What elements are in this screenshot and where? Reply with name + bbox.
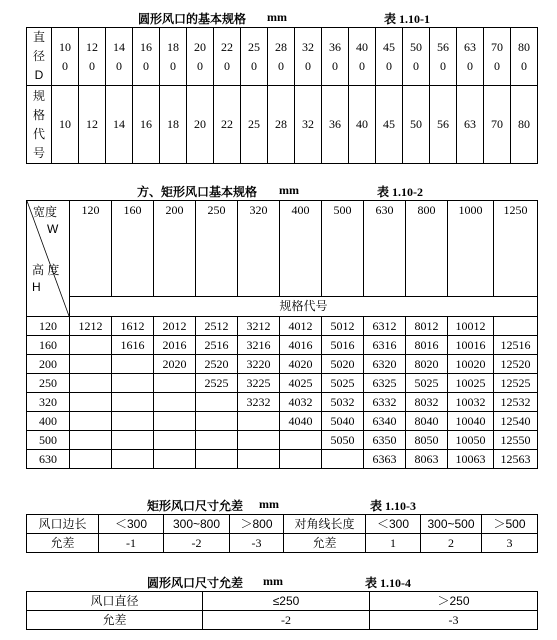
spec-code-cell: 12550 xyxy=(494,431,538,450)
table-row xyxy=(27,412,538,431)
spec-code-cell: 8050 xyxy=(406,431,448,450)
spec-code-cell xyxy=(154,412,196,431)
spec-code-cell: 12563 xyxy=(494,450,538,469)
spec-code-cell: 16 xyxy=(133,86,160,164)
table-row xyxy=(27,374,538,393)
spec-code-cell xyxy=(70,336,112,355)
diameter-cell: 36 0 xyxy=(322,28,349,86)
spec-code-cell: 5032 xyxy=(322,393,364,412)
spec-code-cell xyxy=(112,393,154,412)
height-symbol: H xyxy=(32,280,41,294)
spec-code-cell: 22 xyxy=(214,86,241,164)
diameter-cell: 25 0 xyxy=(241,28,268,86)
diameter-cell: 63 0 xyxy=(457,28,484,86)
spec-code-cell: 3225 xyxy=(238,374,280,393)
spec-code-cell: 50 xyxy=(403,86,430,164)
spec-code-cell: 6332 xyxy=(364,393,406,412)
width-symbol: W xyxy=(47,222,59,236)
spec-code-cell xyxy=(196,450,238,469)
spec-code-cell xyxy=(112,355,154,374)
round-tolerance-value-cell: -3 xyxy=(370,611,538,630)
width-header-cell: 320 xyxy=(238,201,280,297)
spec-code-cell: 5012 xyxy=(322,317,364,336)
height-cell: 120 xyxy=(27,317,70,336)
spec-code-cell: 5040 xyxy=(322,412,364,431)
code-row xyxy=(27,86,538,164)
diameter-cell: 14 0 xyxy=(106,28,133,86)
round-tolerance-header-cell: ≤250 xyxy=(203,592,370,611)
spec-code-cell: 5016 xyxy=(322,336,364,355)
spec-code-cell: 4012 xyxy=(280,317,322,336)
spec-code-cell: 12520 xyxy=(494,355,538,374)
spec-code-cell xyxy=(196,393,238,412)
table-row xyxy=(27,336,538,355)
height-cell: 160 xyxy=(27,336,70,355)
spec-code-cell: 25 xyxy=(241,86,268,164)
spec-code-cell xyxy=(154,450,196,469)
spec-code-cell: 3212 xyxy=(238,317,280,336)
diameter-cell: 50 0 xyxy=(403,28,430,86)
spec-code-cell: 1616 xyxy=(112,336,154,355)
round-tolerance-value-row xyxy=(27,611,538,630)
spec-code-cell: 4032 xyxy=(280,393,322,412)
height-cell: 320 xyxy=(27,393,70,412)
spec-code-cell xyxy=(112,374,154,393)
spec-code-cell: 32 xyxy=(295,86,322,164)
spec-code-cell: 12532 xyxy=(494,393,538,412)
table4-title: 圆形风口尺寸允差 xyxy=(147,576,244,590)
tolerance-value-cell: -1 xyxy=(99,534,164,553)
spec-code-cell: 4040 xyxy=(280,412,322,431)
spec-code-cell: 3220 xyxy=(238,355,280,374)
table1-unit: mm xyxy=(267,10,287,24)
spec-code-cell xyxy=(494,317,538,336)
width-header-cell: 250 xyxy=(196,201,238,297)
spec-code-cell: 2512 xyxy=(196,317,238,336)
spec-code-cell: 8020 xyxy=(406,355,448,374)
spec-code-cell xyxy=(154,393,196,412)
spec-code-cell: 10050 xyxy=(448,431,494,450)
code-header-row xyxy=(27,297,538,317)
code-label: 规 格 代 号 xyxy=(27,86,52,164)
diameter-cell: 32 0 xyxy=(295,28,322,86)
tolerance-value-cell: 允差 xyxy=(27,534,99,553)
diameter-label: 直 径 D xyxy=(27,28,52,86)
round-tolerance-value-cell: 允差 xyxy=(27,611,203,630)
spec-code-cell: 20 xyxy=(187,86,214,164)
table-row xyxy=(27,431,538,450)
spec-code-cell: 6350 xyxy=(364,431,406,450)
spec-code-cell xyxy=(322,450,364,469)
diameter-cell: 10 0 xyxy=(52,28,79,86)
diameter-cell: 12 0 xyxy=(79,28,106,86)
spec-code-cell: 56 xyxy=(430,86,457,164)
width-header-cell: 400 xyxy=(280,201,322,297)
spec-code-cell: 10032 xyxy=(448,393,494,412)
spec-code-cell xyxy=(70,412,112,431)
spec-code-cell: 8032 xyxy=(406,393,448,412)
table4-unit: mm xyxy=(263,574,283,588)
spec-code-cell: 8063 xyxy=(406,450,448,469)
table3-unit: mm xyxy=(259,497,279,511)
tolerance-value-cell: 2 xyxy=(421,534,482,553)
tolerance-value-cell: -2 xyxy=(164,534,230,553)
height-cell: 630 xyxy=(27,450,70,469)
spec-code-cell xyxy=(238,431,280,450)
table4-number: 表 1.10-4 xyxy=(365,576,411,590)
spec-code-cell: 2520 xyxy=(196,355,238,374)
spec-code-cell: 1212 xyxy=(70,317,112,336)
spec-code-cell xyxy=(112,431,154,450)
width-header-cell: 120 xyxy=(70,201,112,297)
round-tolerance-header-row xyxy=(27,592,538,611)
spec-code-cell: 6316 xyxy=(364,336,406,355)
table-row xyxy=(27,393,538,412)
table2-unit: mm xyxy=(279,183,299,197)
tolerance-header-cell: ＜300 xyxy=(366,515,421,534)
spec-code-cell xyxy=(196,431,238,450)
spec-code-cell: 14 xyxy=(106,86,133,164)
table-row xyxy=(27,355,538,374)
table2-title: 方、矩形风口基本规格 xyxy=(137,185,258,199)
width-header-cell: 500 xyxy=(322,201,364,297)
spec-code-cell: 10040 xyxy=(448,412,494,431)
diameter-cell: 45 0 xyxy=(376,28,403,86)
spec-code-cell: 6312 xyxy=(364,317,406,336)
spec-code-cell: 3232 xyxy=(238,393,280,412)
table-row xyxy=(27,317,538,336)
spec-code-cell xyxy=(70,374,112,393)
width-header-cell: 1250 xyxy=(494,201,538,297)
spec-code-cell: 2012 xyxy=(154,317,196,336)
tolerance-header-cell: 300~500 xyxy=(421,515,482,534)
tolerance-header-cell: 300~800 xyxy=(164,515,230,534)
spec-code-cell: 5025 xyxy=(406,374,448,393)
tolerance-header-cell: ＞500 xyxy=(482,515,538,534)
spec-code-cell: 10025 xyxy=(448,374,494,393)
diameter-cell: 28 0 xyxy=(268,28,295,86)
spec-code-cell: 10020 xyxy=(448,355,494,374)
height-cell: 200 xyxy=(27,355,70,374)
spec-code-cell: 12540 xyxy=(494,412,538,431)
height-cell: 250 xyxy=(27,374,70,393)
spec-code-cell: 2525 xyxy=(196,374,238,393)
table3-title: 矩形风口尺寸允差 xyxy=(147,499,244,513)
spec-code-cell: 28 xyxy=(268,86,295,164)
spec-code-cell: 5050 xyxy=(322,431,364,450)
spec-code-cell: 18 xyxy=(160,86,187,164)
tolerance-header-cell: ＜300 xyxy=(99,515,164,534)
spec-code-cell: 70 xyxy=(484,86,511,164)
tolerance-header-cell: 对角线长度 xyxy=(284,515,366,534)
spec-code-cell: 6340 xyxy=(364,412,406,431)
tolerance-value-cell: 1 xyxy=(366,534,421,553)
spec-code-cell: 2020 xyxy=(154,355,196,374)
tolerance-value-cell: 3 xyxy=(482,534,538,553)
spec-code-cell xyxy=(238,450,280,469)
height-cell: 400 xyxy=(27,412,70,431)
spec-code-cell xyxy=(70,450,112,469)
diameter-cell: 70 0 xyxy=(484,28,511,86)
spec-code-cell: 80 xyxy=(511,86,538,164)
spec-code-cell: 8012 xyxy=(406,317,448,336)
diameter-cell: 18 0 xyxy=(160,28,187,86)
spec-code-cell xyxy=(280,431,322,450)
diameter-cell: 80 0 xyxy=(511,28,538,86)
spec-code-cell: 10 xyxy=(52,86,79,164)
spec-code-cell: 6363 xyxy=(364,450,406,469)
tolerance-value-row xyxy=(27,534,538,553)
width-header-cell: 200 xyxy=(154,201,196,297)
tolerance-value-cell: 允差 xyxy=(284,534,366,553)
diameter-row xyxy=(27,28,538,86)
corner-diagonal-cell xyxy=(27,201,70,317)
spec-code-cell: 1612 xyxy=(112,317,154,336)
spec-code-cell xyxy=(70,355,112,374)
tolerance-header-cell: ＞800 xyxy=(230,515,284,534)
round-tolerance-header-cell: ＞250 xyxy=(370,592,538,611)
spec-code-cell xyxy=(112,450,154,469)
width-header-cell: 160 xyxy=(112,201,154,297)
width-label: 宽度 xyxy=(33,205,58,219)
spec-code-cell: 12516 xyxy=(494,336,538,355)
spec-code-cell xyxy=(154,431,196,450)
round-vent-spec-table xyxy=(26,27,538,164)
width-header-cell: 1000 xyxy=(448,201,494,297)
spec-code-cell: 6320 xyxy=(364,355,406,374)
tolerance-value-cell: -3 xyxy=(230,534,284,553)
spec-code-cell: 12525 xyxy=(494,374,538,393)
tolerance-header-row xyxy=(27,515,538,534)
spec-code-cell xyxy=(280,450,322,469)
spec-code-cell: 12 xyxy=(79,86,106,164)
width-header-cell: 800 xyxy=(406,201,448,297)
spec-code-cell: 40 xyxy=(349,86,376,164)
spec-code-cell: 6325 xyxy=(364,374,406,393)
spec-code-cell: 3216 xyxy=(238,336,280,355)
spec-code-cell: 4025 xyxy=(280,374,322,393)
diameter-cell: 40 0 xyxy=(349,28,376,86)
table2-number: 表 1.10-2 xyxy=(377,185,423,199)
width-header-row xyxy=(27,201,538,297)
spec-code-cell xyxy=(196,412,238,431)
diameter-cell: 22 0 xyxy=(214,28,241,86)
spec-code-cell: 4016 xyxy=(280,336,322,355)
width-header-cell: 630 xyxy=(364,201,406,297)
table1-title: 圆形风口的基本规格 xyxy=(138,12,247,26)
diameter-cell: 20 0 xyxy=(187,28,214,86)
table1-number: 表 1.10-1 xyxy=(384,12,430,26)
rect-vent-tolerance-table xyxy=(26,514,538,553)
round-tolerance-header-cell: 风口直径 xyxy=(27,592,203,611)
spec-code-cell: 10063 xyxy=(448,450,494,469)
table-row xyxy=(27,450,538,469)
code-header: 规格代号 xyxy=(70,297,538,317)
spec-code-cell: 45 xyxy=(376,86,403,164)
spec-code-cell: 36 xyxy=(322,86,349,164)
diameter-cell: 56 0 xyxy=(430,28,457,86)
spec-code-cell xyxy=(70,431,112,450)
spec-code-cell: 5020 xyxy=(322,355,364,374)
round-tolerance-value-cell: -2 xyxy=(203,611,370,630)
spec-code-cell: 5025 xyxy=(322,374,364,393)
tolerance-header-cell: 风口边长 xyxy=(27,515,99,534)
spec-code-cell: 8016 xyxy=(406,336,448,355)
spec-code-cell xyxy=(112,412,154,431)
spec-code-cell xyxy=(154,374,196,393)
rect-vent-spec-table xyxy=(26,200,538,469)
spec-code-cell: 4020 xyxy=(280,355,322,374)
diameter-cell: 16 0 xyxy=(133,28,160,86)
spec-code-cell xyxy=(70,393,112,412)
height-label: 高 度 xyxy=(32,263,60,277)
spec-code-cell xyxy=(238,412,280,431)
spec-code-cell: 10012 xyxy=(448,317,494,336)
spec-code-cell: 8040 xyxy=(406,412,448,431)
spec-code-cell: 2016 xyxy=(154,336,196,355)
spec-code-cell: 2516 xyxy=(196,336,238,355)
height-cell: 500 xyxy=(27,431,70,450)
spec-code-cell: 63 xyxy=(457,86,484,164)
table3-number: 表 1.10-3 xyxy=(370,499,416,513)
spec-code-cell: 10016 xyxy=(448,336,494,355)
round-vent-tolerance-table xyxy=(26,591,538,630)
